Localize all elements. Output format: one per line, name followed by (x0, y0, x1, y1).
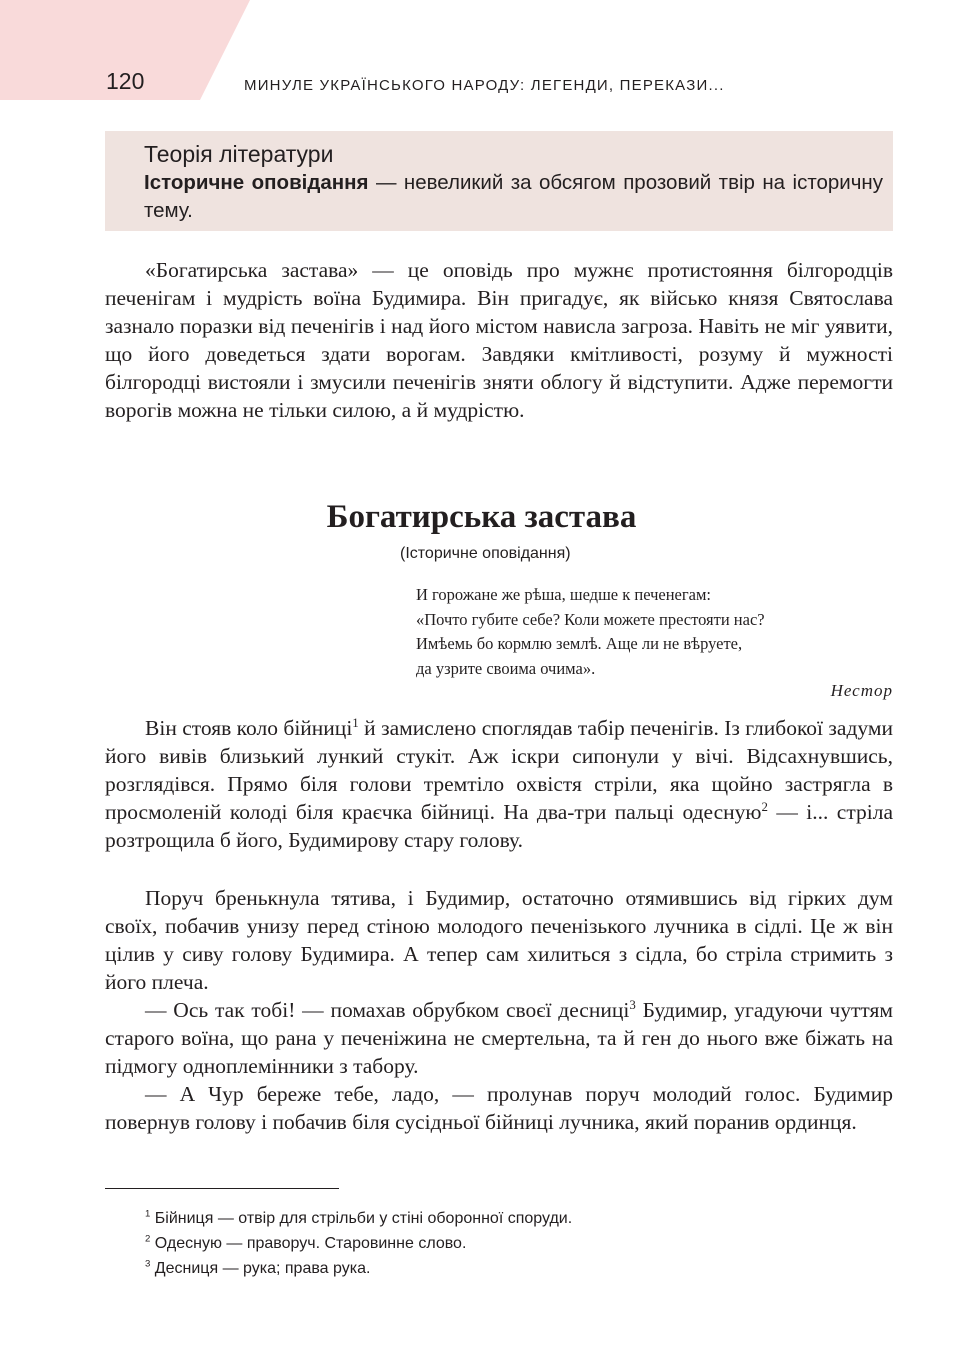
theory-heading: Теорія літератури (144, 141, 334, 167)
story-title: Богатирська застава (326, 499, 637, 535)
text-run: Будимир, угадуючи чуттям старого воїна, що рана у печеніжина не смертельна, та й ген до нього вже біжать на підмогу одноплемінники з табору. (105, 998, 893, 1078)
footnote (145, 1231, 572, 1256)
running-header: МИНУЛЕ УКРАЇНСЬКОГО НАРОДУ: ЛЕГЕНДИ, ПЕРЕКАЗИ... (244, 77, 725, 94)
epigraph-line: Имѣемь бо кормлю землѣ. Аще ли не вѣруете, (416, 634, 743, 653)
footnote-text: Бійниця — отвір для стрільби у стіні оборонної споруди. (150, 1210, 573, 1227)
text-run: й замислено споглядав табір печенігів. Із глибокої задуми його вивів близький лункий стукіт. Аж іскри сипонули у вічі. Відсахнувшись, розглядівся. Прямо біля голови тремтіло охвістя стріли, яка щойно застрягла в просмоленій колоді біля краєчка бійниці. На два-три пальці одесную (105, 716, 893, 824)
footnote (145, 1206, 572, 1231)
footnotes (145, 1206, 572, 1281)
epigraph-author: Нестор (830, 681, 893, 700)
footnote-number: 2 (145, 1233, 151, 1245)
footnote-text: Десниця — рука; права рука. (150, 1260, 371, 1277)
story-paragraph-1 (105, 714, 893, 854)
theory-definition (144, 169, 883, 225)
text-run: — Ось так тобі! — помахав обрубком своєї десниці (145, 998, 630, 1022)
footnote (145, 1256, 572, 1281)
theory-term: Історичне оповідання (144, 171, 369, 194)
story-paragraph-4: — А Чур береже тебе, ладо, — пролунав поруч молодий голос. Будимир повернув голову і побачив біля сусідньої бійниці лучника, який поранив ординця. (105, 1082, 893, 1134)
intro-paragraph: «Богатирська застава» — це оповідь про мужнє протистояння білгородців печенігам і мудрість воїна Будимира. Він пригадує, як військо князя Святослава зазнало поразки від печенігів і над його містом нависла загроза. Навіть не міг уявити, що його доведеться здати ворогам. Завдяки кмітливості, розуму й мужності білгородці вистояли і змусили печенігів зняти облогу й відступити. Адже перемогти ворогів можна не тільки силою, а й мудрістю. (105, 258, 893, 422)
epigraph-line: И горожане же рѣша, шедше к печенегам: (416, 585, 711, 604)
epigraph-line: «Почто губите себе? Коли можете престояти нас? (416, 609, 765, 629)
footnote-ref: 1 (352, 715, 359, 730)
theory-box (105, 131, 893, 231)
footnote-divider (105, 1188, 339, 1189)
story-paragraph-2: Поруч бренькнула тятива, і Будимир, остаточно отямившись від гірких дум своїх, побачив унизу перед стіною молодого печенізького лучника в сідлі. Це ж він цілив у сиву голову Будимира. А тепер сам хилиться з сідла, бо стріла стримить з його плеча. (105, 886, 893, 994)
footnote-number: 1 (145, 1208, 151, 1220)
text-run: — і... стріла розтрощила б його, Будимирову стару голову. (105, 800, 894, 852)
footnote-ref: 3 (629, 997, 636, 1012)
story-paragraph-3 (105, 996, 893, 1080)
epigraph (416, 583, 894, 681)
text-run: Він стояв коло бійниці (145, 716, 353, 740)
footnote-ref: 2 (761, 799, 768, 814)
epigraph-line: да узрите своима очима». (416, 658, 596, 678)
footnote-number: 3 (145, 1258, 151, 1270)
footnote-text: Одесную — праворуч. Старовинне слово. (150, 1235, 467, 1252)
story-subtitle: (Історичне оповідання) (400, 545, 571, 562)
theory-definition-text: — невеликий за обсягом прозовий твір на історичну тему. (144, 171, 883, 222)
page-number: 120 (106, 68, 145, 94)
